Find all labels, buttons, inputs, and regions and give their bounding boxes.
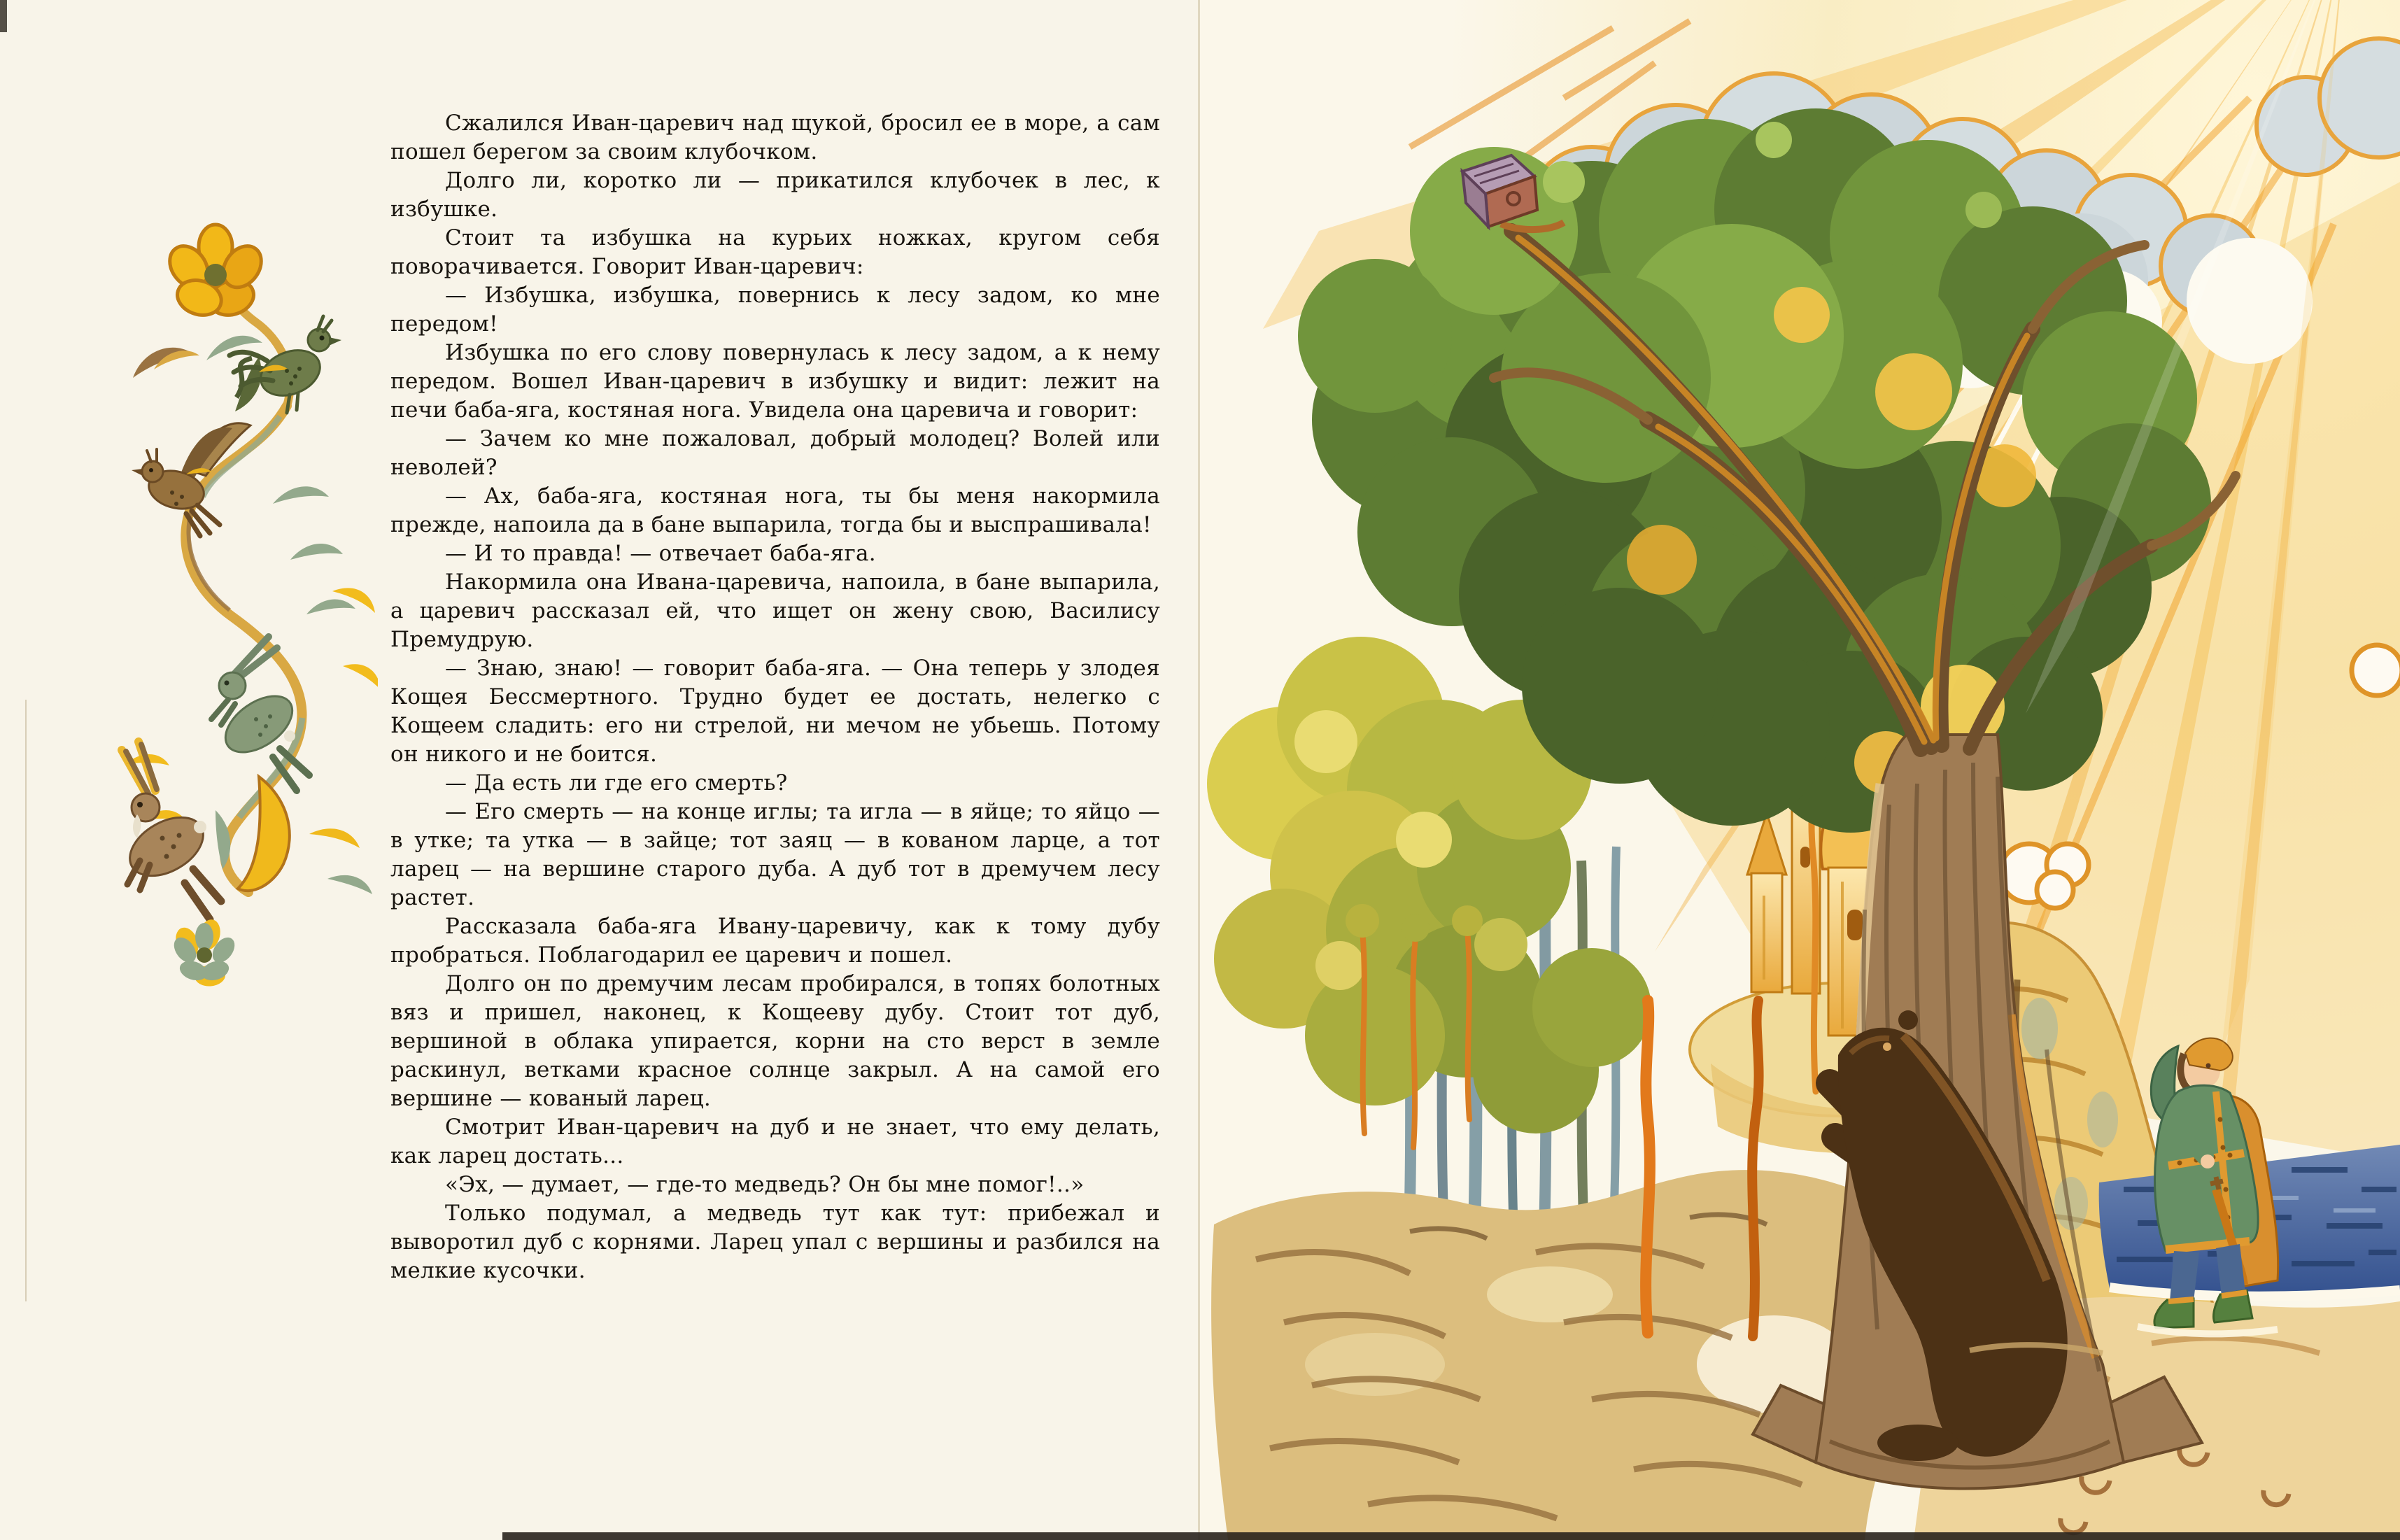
story-paragraph: — Зачем ко мне пожаловал, добрый молодец? Волей или неволей?	[390, 426, 1160, 480]
story-paragraph: — Его смерть — на конце иглы; та игла — в яйце; то яйцо — в утке; та утка — в зайце; тот заяц — в кованом ларце, а тот ларец — на вершине старого дуба. А дуб тот в дремучем лесу растет.	[390, 799, 1160, 910]
right-page	[1200, 0, 2400, 1540]
story-paragraph: Стоит та избушка на курьих ножках, кругом себя поворачивается. Говорит Иван-царевич:	[390, 225, 1160, 279]
margin-ornament	[49, 196, 378, 987]
small-green-flower	[169, 917, 239, 987]
story-paragraph: Накормила она Ивана-царевича, напоила, в бане выпарила, а царевич рассказал ей, что ищет он жену свою, Василису Премудрую.	[390, 570, 1160, 652]
page-gutter	[1198, 0, 1200, 1540]
story-paragraph: — Да есть ли где его смерть?	[445, 770, 788, 796]
scan-edge-artifact	[25, 700, 27, 1301]
story-paragraph: «Эх, — думает, — где-то медведь? Он бы мне помог!..»	[445, 1172, 1085, 1197]
leaping-hare-brown	[120, 742, 221, 919]
story-paragraph: — Знаю, знаю! — говорит баба-яга. — Она теперь у злодея Кощея Бессмертного. Трудно будет ее достать, нелегко с Кощеем сладить: его ни стрелой, ни мечом не убьешь. Потому он никого и не боится.	[390, 656, 1160, 767]
story-paragraph: Избушка по его слову повернулась к лесу задом, а к нему передом. Вошел Иван-царевич в избушку и видит: лежит на печи баба-яга, костяная нога. Увидела она царевича и говорит:	[390, 340, 1160, 423]
flying-bird	[132, 423, 250, 536]
scan-corner-artifact	[0, 0, 7, 32]
five-petal-flower	[162, 225, 269, 320]
story-paragraph: Сжалился Иван-царевич над щукой, бросил ее в море, а сам пошел берегом за своим клубочком.	[390, 111, 1160, 164]
story-paragraph: Рассказала баба-яга Ивану-царевичу, как к тому дубу пробраться. Поблагодарил ее царевич и пошел.	[390, 914, 1160, 968]
story-text-block	[390, 109, 1160, 1285]
story-paragraph: Долго ли, коротко ли — прикатился клубочек в лес, к избушке.	[390, 168, 1160, 222]
story-illustration	[1200, 0, 2400, 1540]
story-paragraph: Только подумал, а медведь тут как тут: прибежал и выворотил дуб с корнями. Ларец упал с вершины и разбился на мелкие кусочки.	[390, 1201, 1160, 1283]
story-paragraph: Смотрит Иван-царевич на дуб и не знает, что ему делать, как ларец достать...	[390, 1115, 1160, 1168]
story-paragraph: — И то правда! — отвечает баба-яга.	[445, 541, 876, 566]
scan-bottom-edge	[502, 1532, 2400, 1540]
story-paragraph: — Избушка, избушка, повернись к лесу задом, ко мне передом!	[390, 283, 1160, 337]
story-paragraph: — Ах, баба-яга, костяная нога, ты бы меня накормила прежде, напоила да в бане выпарила, тогда бы и выспрашивала!	[390, 483, 1160, 537]
leaping-hare-green	[211, 637, 309, 791]
story-paragraph: Долго он по дремучим лесам пробирался, в топях болотных вяз и пришел, наконец, к Кощееву дубу. Стоит тот дуб, вершиной в облака упирается, корни на сто верст в земле раскинул, ветками красное солнце закрыл. А на самой его вершине — кованый ларец.	[390, 971, 1160, 1111]
